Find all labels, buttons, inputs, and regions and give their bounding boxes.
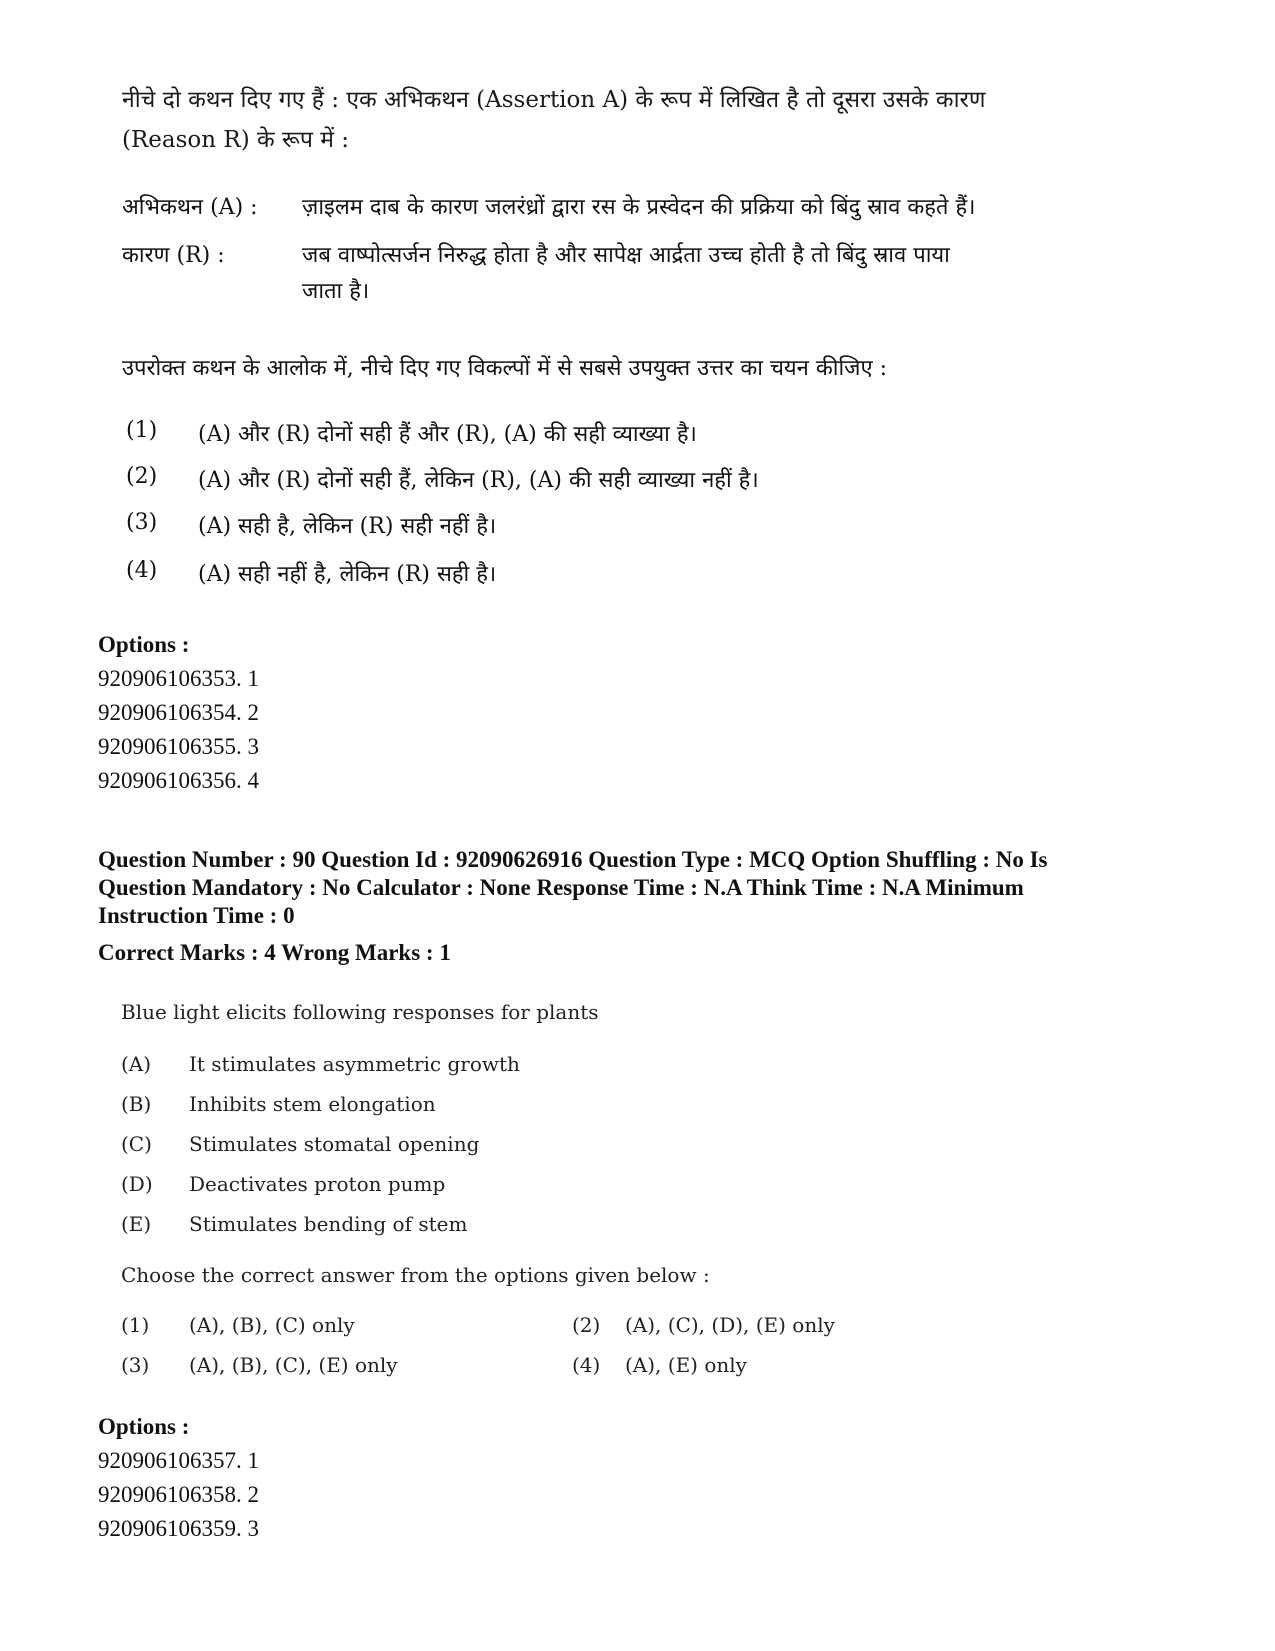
hindi-intro-line1: नीचे दो कथन दिए गए हैं : एक अभिकथन (Assertion A) के रूप में लिखित है तो दूसरा उसके कारण — [122, 87, 986, 113]
statement-text: Stimulates stomatal opening — [189, 1132, 480, 1156]
hindi-intro-line2: (Reason R) के रूप में : — [122, 127, 350, 153]
hindi-option-number: (1) — [126, 418, 158, 443]
hindi-option-number: (4) — [126, 558, 158, 583]
answer-option-text: (A), (B), (C) only — [189, 1313, 355, 1337]
statement-text: Deactivates proton pump — [189, 1172, 446, 1196]
options-block-1 — [98, 628, 259, 798]
statement-text: Inhibits stem elongation — [189, 1092, 436, 1116]
hindi-option-text: (A) सही है, लेकिन (R) सही नहीं है। — [198, 514, 497, 539]
question-marks: Correct Marks : 4 Wrong Marks : 1 — [98, 940, 451, 965]
question-meta — [98, 846, 1178, 930]
answer-option-number: (2) — [572, 1313, 601, 1337]
answer-option-number: (4) — [572, 1353, 601, 1377]
statement-text: Stimulates bending of stem — [189, 1212, 468, 1236]
options-title: Options : — [98, 632, 190, 657]
hindi-option-text: (A) और (R) दोनों सही हैं और (R), (A) की सही व्याख्या है। — [198, 422, 697, 447]
reason-label: कारण (R) : — [122, 243, 225, 268]
options-title: Options : — [98, 1414, 190, 1439]
statement-letter: (E) — [121, 1212, 152, 1236]
hindi-option-text: (A) सही नहीं है, लेकिन (R) सही है। — [198, 562, 497, 587]
option-id-line: 920906106353. 1 — [98, 666, 259, 691]
reason-text-line2: जाता है। — [302, 279, 370, 304]
english-question-stem: Blue light elicits following responses for plants — [121, 1000, 599, 1024]
answer-option-number: (1) — [121, 1313, 150, 1337]
reason-text-line1: जब वाष्पोत्सर्जन निरुद्ध होता है और सापेक्ष आर्द्रता उच्च होती है तो बिंदु स्राव पाया — [302, 243, 950, 268]
reason-text — [302, 238, 1077, 310]
hindi-question-prompt: उपरोक्त कथन के आलोक में, नीचे दिए गए विकल्पों में से सबसे उपयुक्त उत्तर का चयन कीजिए : — [122, 356, 888, 381]
option-id-line: 920906106356. 4 — [98, 768, 259, 793]
question-meta-line1: Question Number : 90 Question Id : 92090626916 Question Type : MCQ Option Shuffling : No Is — [98, 847, 1048, 872]
hindi-option-number: (3) — [126, 510, 158, 535]
statement-letter: (B) — [121, 1092, 152, 1116]
hindi-option-number: (2) — [126, 464, 158, 489]
question-meta-line3: Instruction Time : 0 — [98, 903, 295, 928]
statement-letter: (A) — [121, 1052, 152, 1076]
options-block-2 — [98, 1410, 259, 1546]
statement-letter: (C) — [121, 1132, 152, 1156]
answer-option-text: (A), (B), (C), (E) only — [189, 1353, 398, 1377]
option-id-line: 920906106359. 3 — [98, 1516, 259, 1541]
statement-text: It stimulates asymmetric growth — [189, 1052, 520, 1076]
hindi-option-text: (A) और (R) दोनों सही हैं, लेकिन (R), (A) की सही व्याख्या नहीं है। — [198, 468, 759, 493]
question-meta-line2: Question Mandatory : No Calculator : None Response Time : N.A Think Time : N.A Minimum — [98, 875, 1024, 900]
choose-instruction: Choose the correct answer from the options given below : — [121, 1263, 710, 1287]
assertion-label: अभिकथन (A) : — [122, 195, 258, 220]
option-id-line: 920906106357. 1 — [98, 1448, 259, 1473]
option-id-line: 920906106354. 2 — [98, 700, 259, 725]
answer-option-text: (A), (E) only — [625, 1353, 747, 1377]
option-id-line: 920906106358. 2 — [98, 1482, 259, 1507]
option-id-line: 920906106355. 3 — [98, 734, 259, 759]
answer-option-number: (3) — [121, 1353, 150, 1377]
assertion-text: ज़ाइलम दाब के कारण जलरंध्रों द्वारा रस के प्रस्वेदन की प्रक्रिया को बिंदु स्राव कहते हैं। — [302, 195, 976, 220]
statement-letter: (D) — [121, 1172, 153, 1196]
hindi-intro — [122, 80, 1082, 160]
answer-option-text: (A), (C), (D), (E) only — [625, 1313, 835, 1337]
